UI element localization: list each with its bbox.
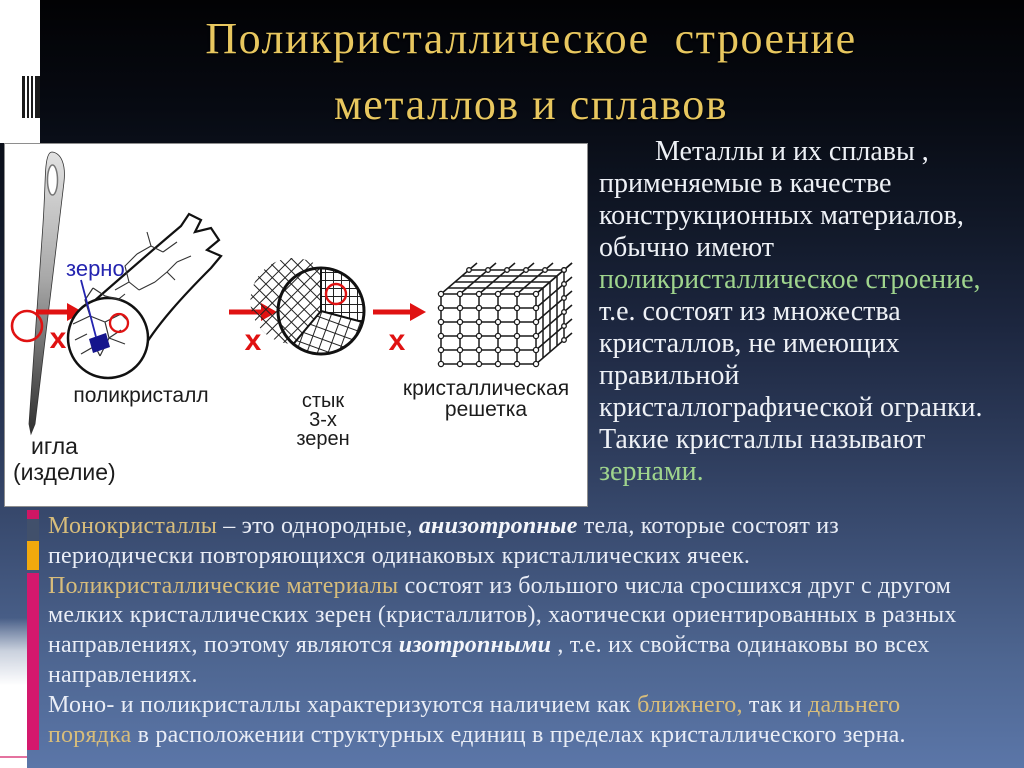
bottom-text-line — [48, 572, 1024, 602]
junction-label-2: 3-х — [309, 409, 337, 431]
body-text: периодически повторяющихся одинаковых кристаллических ячеек. — [48, 542, 751, 569]
keyword-text: порядка — [48, 721, 132, 748]
grain-junction-circle — [250, 258, 364, 354]
right-text-line: кристаллов, не имеющих — [599, 328, 900, 359]
pink-line-decoration — [0, 756, 27, 758]
junction-label-3: зерен — [296, 428, 350, 450]
right-text-line: Металлы и их сплавы , — [655, 136, 929, 167]
right-text-line: применяемые в качестве — [599, 168, 892, 199]
left-corner-decoration — [0, 0, 40, 143]
keyword-text: дальнего — [808, 691, 901, 718]
bottom-text-line — [48, 512, 1024, 542]
accent-bar-amber — [27, 541, 39, 570]
x-mark-1: x — [49, 322, 67, 355]
accent-bar-crimson-long — [27, 573, 39, 750]
right-text-block — [599, 136, 1024, 488]
polycrystal-label: поликристалл — [73, 384, 209, 407]
right-text-line: поликристаллическое строение, — [599, 264, 981, 295]
accent-bars — [27, 510, 39, 768]
right-text-line: т.е. состоят из множества — [599, 296, 901, 327]
accent-bar-crimson-small — [27, 510, 39, 519]
bottom-text-line — [48, 661, 1024, 691]
body-text: так и — [742, 691, 809, 718]
keyword-text: ближнего, — [637, 691, 743, 718]
needle-label-1: игла — [31, 433, 78, 459]
slide-title-line2: металлов и сплавов — [333, 80, 729, 129]
lattice-label-1: кристаллическая — [402, 377, 570, 400]
right-text-line: кристаллографической огранки. — [599, 392, 983, 423]
bottom-text-line — [48, 601, 1024, 631]
body-text: , т.е. их свойства одинаковы во всех — [551, 632, 930, 659]
body-text: Моно- и поликристаллы характеризуются наличием как — [48, 691, 638, 718]
junction-label-1: стык — [301, 390, 345, 412]
bottom-text-line — [48, 691, 1024, 721]
body-text: в расположении структурных единиц в пределах кристаллического зерна. — [131, 721, 906, 748]
left-bottom-decoration — [0, 618, 27, 768]
needle-label-2: (изделие) — [13, 459, 116, 485]
lattice-label-2: решетка — [444, 398, 528, 421]
needle-eye — [48, 165, 58, 195]
right-text-line: обычно имеют — [599, 232, 775, 263]
right-text-line: зернами. — [599, 456, 704, 487]
crystal-lattice-group — [438, 263, 572, 367]
barcode-bar — [35, 76, 40, 118]
barcode-bar — [22, 76, 25, 118]
barcode-icon — [0, 76, 40, 118]
emphasis-text: анизотропные — [418, 513, 578, 539]
barcode-bar — [31, 76, 33, 118]
body-text: тела, которые состоят из — [577, 513, 839, 539]
bottom-text-line — [48, 542, 1024, 572]
right-text-line: правильной — [599, 360, 740, 391]
bottom-text-block — [48, 512, 1024, 750]
body-text: состоят из большого числа сросшихся друг с другом — [398, 572, 952, 599]
needle-drawing — [29, 152, 64, 434]
keyword-text: Поликристаллические материалы — [48, 572, 399, 599]
slide-title-line1: Поликристаллическое строение — [205, 14, 857, 63]
bottom-text-line — [48, 721, 1024, 751]
barcode-bar — [27, 76, 29, 118]
grain-label: зерно — [66, 256, 125, 281]
red-arrow-3 — [373, 303, 426, 321]
body-text: направлениях, поэтому являются — [48, 632, 399, 659]
body-text: – это однородные, — [217, 513, 419, 539]
body-text: мелких кристаллических зерен (кристаллитов), хаотически ориентированных в разных — [48, 602, 957, 629]
bottom-text-line — [48, 631, 1024, 661]
right-text-line: Такие кристаллы называют — [599, 424, 926, 455]
keyword-text: Монокристаллы — [48, 513, 218, 539]
accent-bar-slate — [27, 519, 39, 541]
polycrystal-diagram — [5, 144, 587, 506]
x-mark-2: x — [244, 324, 262, 357]
x-mark-3: x — [388, 324, 406, 357]
emphasis-text: изотропными — [398, 632, 552, 659]
right-text-line: конструкционных материалов, — [599, 200, 964, 231]
title-area — [38, 6, 1024, 138]
body-text: направлениях. — [48, 661, 198, 688]
diagram-panel — [4, 143, 588, 507]
